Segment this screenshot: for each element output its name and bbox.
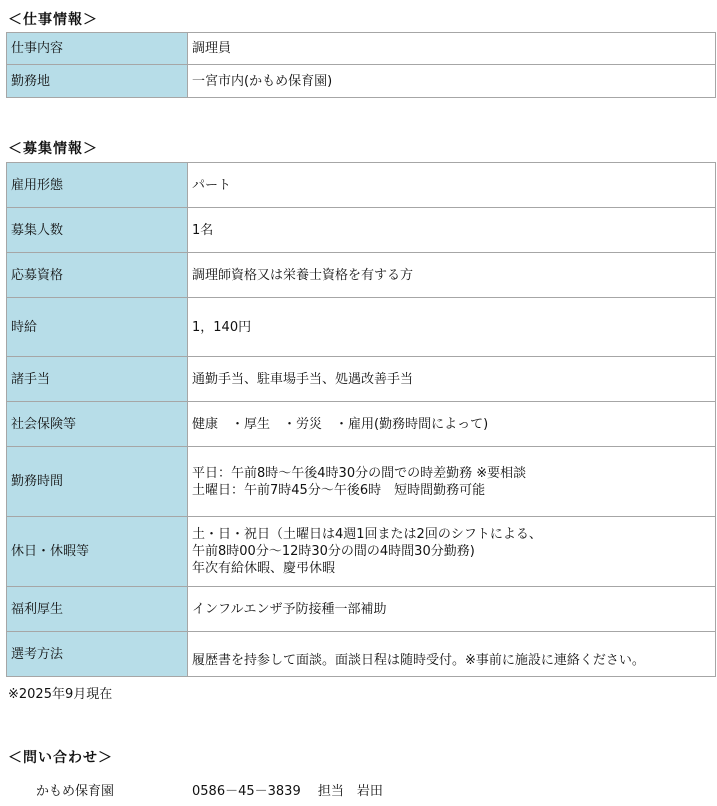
- row-value-welfare: インフルエンザ予防接種一部補助: [188, 587, 716, 632]
- as-of-note: ※2025年9月現在: [8, 687, 113, 702]
- row-label-openings: 募集人数: [7, 208, 188, 253]
- row-label-employment-type: 雇用形態: [7, 163, 188, 208]
- table-row: [7, 33, 716, 65]
- job-info-heading: ＜仕事情報＞: [8, 12, 98, 28]
- row-value-holidays: 土・日・祝日（土曜日は4週1回または2回のシフトによる、 午前8時00分～12時30分の間の4時間30分勤務) 年次有給休暇、慶弔休暇: [188, 517, 716, 587]
- recruit-info-heading: ＜募集情報＞: [8, 141, 98, 157]
- table-row: [7, 402, 716, 447]
- row-value-workplace: 一宮市内(かもめ保育園): [188, 65, 716, 98]
- table-row: [7, 632, 716, 677]
- row-label-welfare: 福利厚生: [7, 587, 188, 632]
- contact-heading: ＜問い合わせ＞: [8, 750, 113, 766]
- table-row: [7, 253, 716, 298]
- row-label-social-insurance: 社会保険等: [7, 402, 188, 447]
- row-label-selection-method: 選考方法: [7, 632, 188, 677]
- row-value-job-content: 調理員: [188, 33, 716, 65]
- row-label-workplace: 勤務地: [7, 65, 188, 98]
- row-label-working-hours: 勤務時間: [7, 447, 188, 517]
- row-value-qualifications: 調理師資格又は栄養士資格を有する方: [188, 253, 716, 298]
- recruit-info-table: [6, 162, 716, 677]
- table-row: [7, 357, 716, 402]
- table-row: [7, 208, 716, 253]
- table-row: [7, 298, 716, 357]
- row-label-allowances: 諸手当: [7, 357, 188, 402]
- table-row: [7, 517, 716, 587]
- table-row: [7, 163, 716, 208]
- row-label-holidays: 休日・休暇等: [7, 517, 188, 587]
- contact-phone: 0586－45－3839 担当 岩田: [192, 784, 383, 799]
- row-value-hourly-wage: 1，140円: [188, 298, 716, 357]
- row-value-employment-type: パート: [188, 163, 716, 208]
- row-label-job-content: 仕事内容: [7, 33, 188, 65]
- table-row: [7, 447, 716, 517]
- table-row: [7, 65, 716, 98]
- row-value-social-insurance: 健康 ・厚生 ・労災 ・雇用(勤務時間によって): [188, 402, 716, 447]
- table-row: [7, 587, 716, 632]
- contact-name: かもめ保育園: [36, 784, 115, 799]
- row-value-selection-method: 履歴書を持参して面談。面談日程は随時受付。※事前に施設に連絡ください。: [188, 632, 716, 677]
- row-label-qualifications: 応募資格: [7, 253, 188, 298]
- row-label-hourly-wage: 時給: [7, 298, 188, 357]
- job-info-table: [6, 32, 716, 98]
- row-value-openings: 1名: [188, 208, 716, 253]
- row-value-working-hours: 平日：午前8時～午後4時30分の間での時差勤務 ※要相談 土曜日：午前7時45分～午後6時 短時間勤務可能: [188, 447, 716, 517]
- row-value-allowances: 通勤手当、駐車場手当、処遇改善手当: [188, 357, 716, 402]
